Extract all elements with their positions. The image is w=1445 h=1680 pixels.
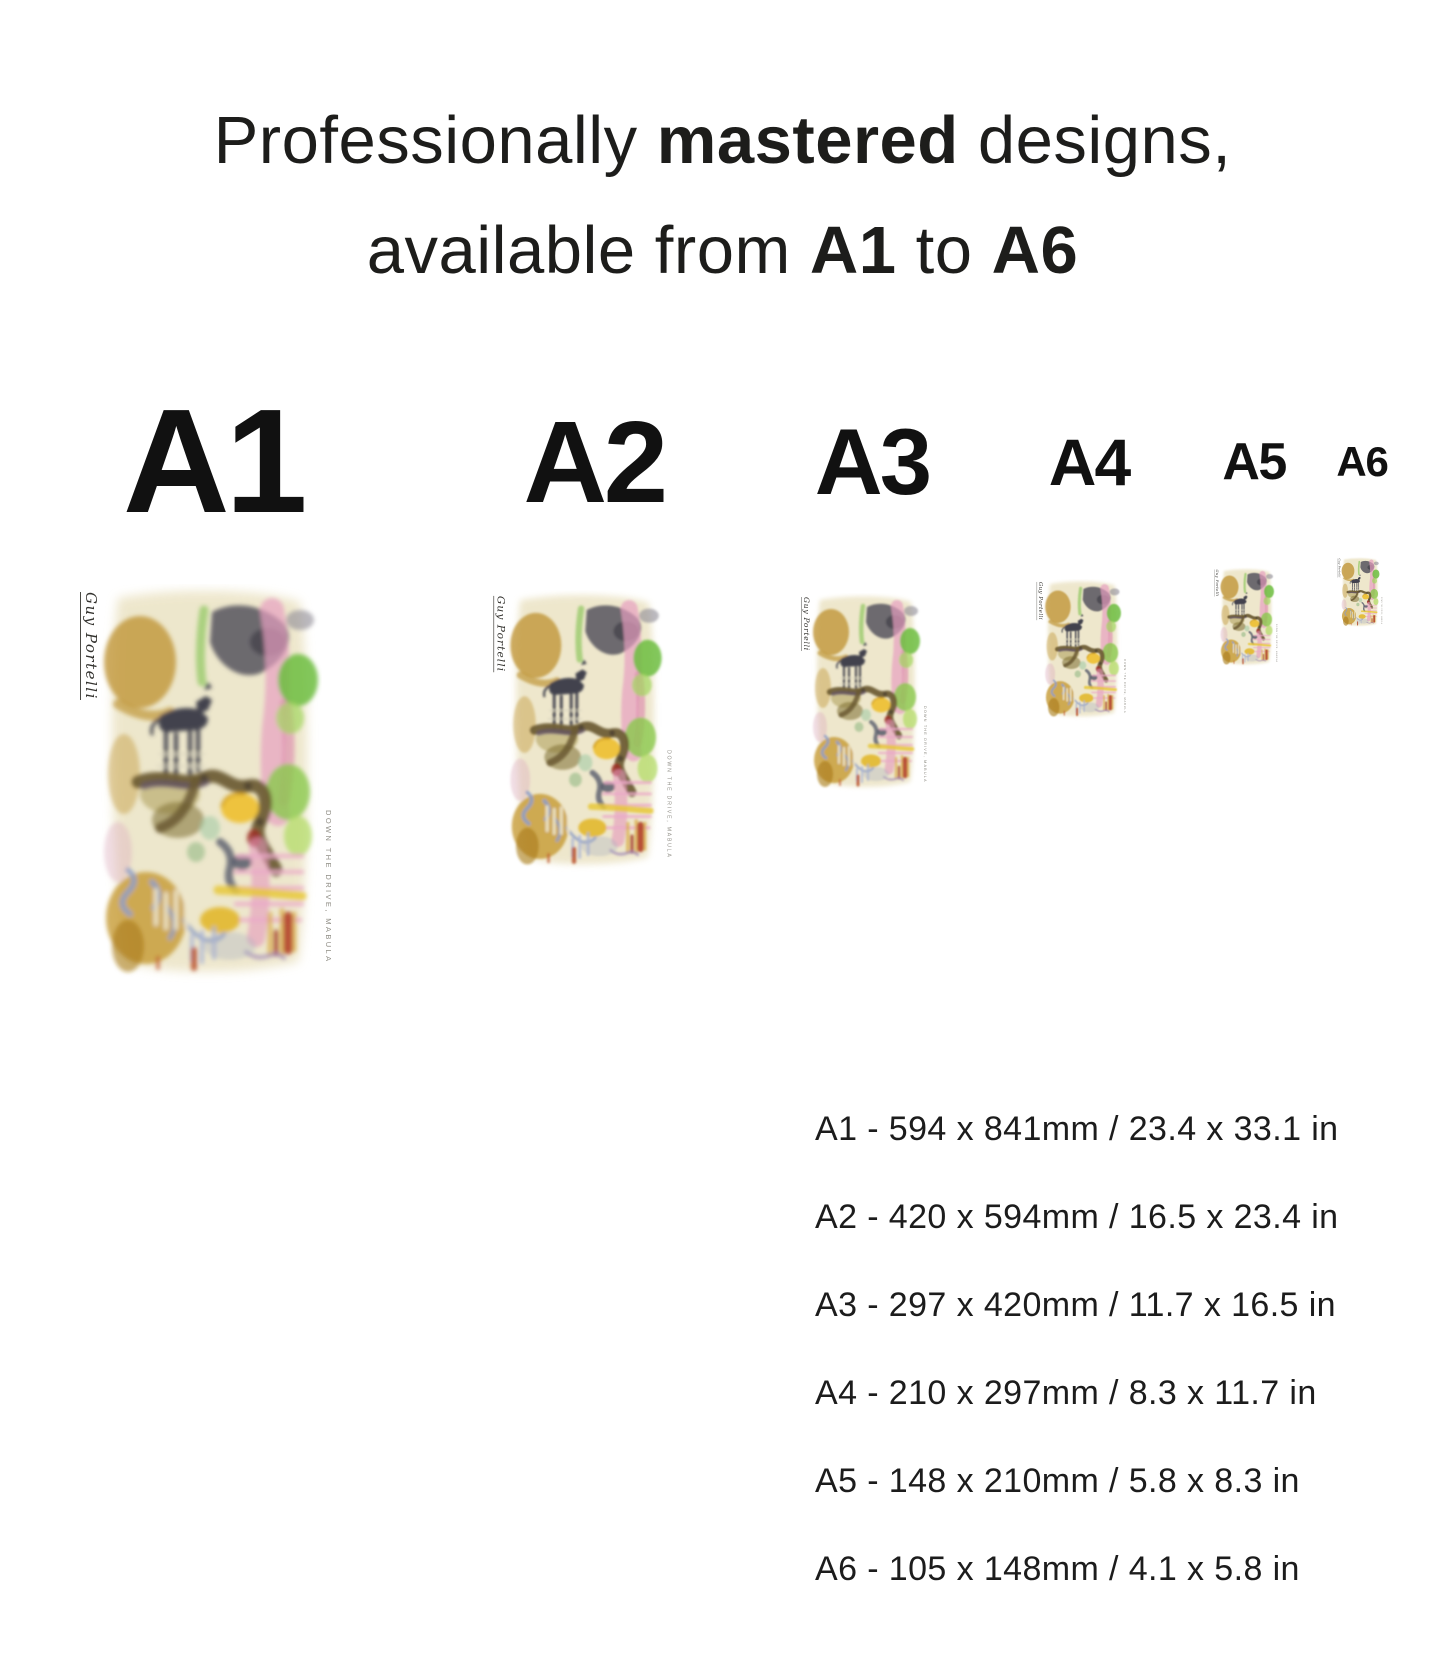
artist-signature-text: Guy Portelli	[494, 595, 508, 673]
artwork-caption	[1123, 659, 1127, 726]
title-bold-mastered: mastered	[656, 103, 959, 178]
watercolor-painting	[508, 590, 665, 873]
page-title-line1	[0, 86, 1445, 196]
artist-signature	[1037, 582, 1044, 642]
artwork-caption-text: DOWN THE DRIVE, MABULA	[923, 706, 928, 783]
artwork-caption	[324, 810, 336, 1000]
artist-signature-text: Guy Portelli	[1037, 581, 1044, 621]
size-label-a6: A6	[1336, 438, 1388, 485]
size-spec-a2: A2 - 420 x 594mm / 16.5 x 23.4 in	[815, 1198, 1339, 1236]
watercolor-painting	[811, 593, 922, 793]
title-text: available from	[366, 213, 810, 288]
artist-signature-text: Guy Portelli	[802, 597, 811, 651]
artwork-preview-a4	[1036, 577, 1128, 727]
artist-signature-text: Guy Portelli	[82, 592, 100, 700]
size-label-a2: A2	[523, 397, 665, 527]
size-spec-a3: A3 - 297 x 420mm / 11.7 x 16.5 in	[815, 1286, 1336, 1324]
artwork-preview-a6	[1337, 556, 1383, 631]
artist-signature	[493, 596, 507, 716]
artwork-preview-a3	[800, 590, 930, 803]
artwork-caption	[923, 706, 929, 801]
size-spec-list	[815, 1112, 1338, 1640]
artwork-caption	[666, 750, 674, 884]
title-text: Professionally	[213, 103, 657, 178]
size-label-a1: A1	[122, 379, 304, 544]
artist-signature-text: Guy Portelli	[1337, 558, 1341, 578]
artwork-caption-text: DOWN THE DRIVE, MABULA	[1123, 659, 1127, 714]
artwork-caption	[1276, 624, 1279, 672]
size-label-a4: A4	[1048, 425, 1130, 499]
artwork-preview-a2	[492, 586, 676, 886]
artwork-caption-text: DOWN THE DRIVE, MABULA	[1380, 597, 1383, 625]
page-title	[0, 86, 1445, 306]
title-bold-a1: A1	[809, 213, 897, 288]
title-bold-a6: A6	[991, 213, 1079, 288]
watercolor-painting	[1220, 568, 1276, 668]
size-spec-a1: A1 - 594 x 841mm / 23.4 x 33.1 in	[815, 1110, 1339, 1148]
size-spec-a5: A5 - 148 x 210mm / 5.8 x 8.3 in	[815, 1462, 1300, 1500]
page-title-line2	[0, 196, 1445, 306]
artwork-caption-text: DOWN THE DRIVE, MABULA	[324, 810, 333, 964]
title-text: to	[896, 213, 992, 288]
size-label-a3: A3	[814, 409, 930, 514]
size-label-a5: A5	[1222, 433, 1286, 491]
artwork-caption-text: DOWN THE DRIVE, MABULA	[665, 750, 673, 859]
artist-signature-text: Guy Portelli	[1215, 569, 1220, 597]
artist-signature	[80, 592, 100, 762]
artist-signature	[801, 597, 811, 682]
artwork-caption	[1381, 597, 1383, 631]
watercolor-painting	[100, 584, 322, 984]
title-text: designs,	[958, 103, 1232, 178]
size-spec-a4: A4 - 210 x 297mm / 8.3 x 11.7 in	[815, 1374, 1317, 1412]
artwork-preview-a1	[78, 578, 338, 1003]
artwork-caption-text: DOWN THE DRIVE, MABULA	[1275, 624, 1278, 663]
size-spec-a6: A6 - 105 x 148mm / 4.1 x 5.8 in	[815, 1550, 1300, 1588]
watercolor-painting	[1341, 557, 1380, 628]
artwork-preview-a5	[1214, 566, 1279, 672]
watercolor-painting	[1044, 579, 1123, 721]
